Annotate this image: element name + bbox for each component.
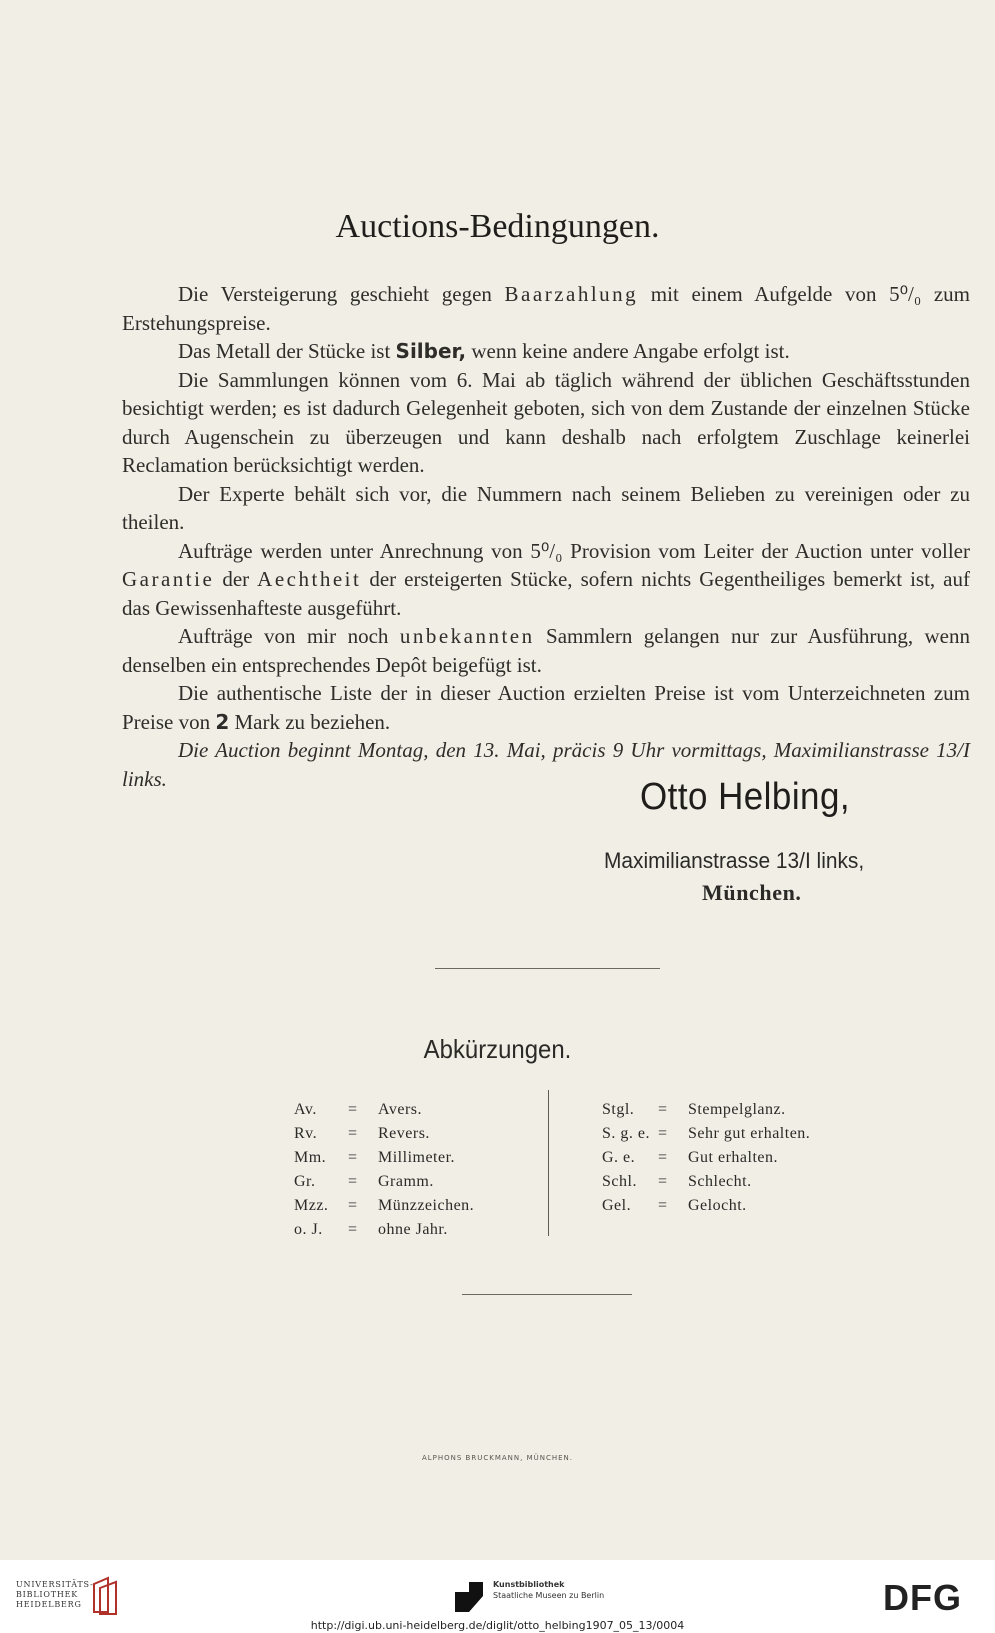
paragraph-unknown-collectors (122, 622, 970, 679)
emphasis-unbekannten: unbekannten (399, 624, 535, 648)
text-run: Sammlern gelangen nur zur Ausführung, wenn denselben ein entsprechendes Depôt beigefügt ist. (122, 624, 970, 677)
abbr-key: Mm. (294, 1149, 327, 1166)
abbr-value: Revers. (378, 1125, 430, 1142)
text-run: Aufträge von mir noch (178, 624, 400, 648)
emphasis-silber: Silber, (395, 339, 467, 363)
abbr-equals: = (348, 1101, 358, 1118)
abbr-value: Sehr gut erhalten. (688, 1125, 811, 1142)
heidelberg-library-logo-icon[interactable] (90, 1576, 120, 1616)
text-run: mit einem Aufgelde von 5⁰/₀ zum Erstehungspreise. (122, 282, 970, 335)
text-run: Aufträge werden unter Anrechnung von 5⁰/₀ Provision vom Leiter der Auction unter voller (178, 538, 970, 563)
abbr-equals: = (658, 1173, 668, 1190)
abbr-value: Stempelglanz. (688, 1101, 786, 1118)
page-title: Auctions-Bedingungen. (335, 208, 660, 245)
signature-city: München. (702, 880, 802, 905)
abbr-value: Gelocht. (688, 1197, 747, 1214)
abbr-equals: = (348, 1173, 358, 1190)
abbr-equals: = (348, 1221, 358, 1238)
abbr-key: G. e. (602, 1149, 636, 1166)
abbr-key: Rv. (294, 1125, 318, 1142)
abbreviations-divider (548, 1090, 549, 1236)
text-run: wenn keine andere Angabe erfolgt ist. (466, 339, 790, 363)
paragraph-metal (122, 337, 970, 366)
paragraph-price-list (122, 679, 970, 736)
abbr-key: S. g. e. (602, 1125, 650, 1142)
abbr-value: Gramm. (378, 1173, 434, 1190)
bottom-rule (462, 1294, 632, 1295)
abbr-value: Münzzeichen. (378, 1197, 475, 1214)
abbr-value: Gut erhalten. (688, 1149, 779, 1166)
library-name[interactable] (16, 1580, 94, 1610)
text-run: Die Versteigerung geschieht gegen (178, 282, 505, 306)
paragraph-expert: Der Experte behält sich vor, die Nummern nach seinem Belieben zu vereinigen oder zu theilen. (122, 481, 970, 534)
abbreviation-row (602, 1098, 810, 1122)
kb-name: Kunstbibliothek (493, 1580, 565, 1589)
abbr-key: Gel. (602, 1197, 632, 1214)
paragraph-auction-date: Die Auction beginnt Montag, den 13. Mai, präcis 9 Uhr vormittags, Maximilianstrasse 13/I links. (122, 738, 970, 791)
abbr-key: Stgl. (602, 1101, 635, 1118)
abbreviation-row (602, 1170, 810, 1194)
abbr-equals: = (658, 1125, 668, 1142)
abbreviation-row (294, 1098, 474, 1122)
viewer-footer (0, 1560, 995, 1633)
abbr-value: Avers. (378, 1101, 423, 1118)
abbr-equals: = (658, 1197, 668, 1214)
abbreviations-left-column (294, 1098, 474, 1242)
page-url-link[interactable]: http://digi.ub.uni-heidelberg.de/diglit/otto_helbing1907_05_13/0004 (310, 1619, 685, 1632)
abbr-equals: = (348, 1197, 358, 1214)
text-run: Die authentische Liste der in dieser Auction erzielten Preise ist vom Unterzeichneten zum Preise von (122, 681, 970, 734)
emphasis-price: 2 (215, 709, 230, 734)
abbr-value: Schlecht. (688, 1173, 752, 1190)
abbreviation-row (294, 1122, 474, 1146)
paragraph-viewing: Die Sammlungen können vom 6. Mai ab täglich während der üblichen Geschäftsstunden besichtigt werden; es ist dadurch Gelegenheit geboten, sich von dem Zustande der einzelnen Stücke durch Augenschein zu überzeugen und kann deshalb nach erfolgtem Zuschlage keinerlei Reclamation berücksichtigt werden. (122, 367, 970, 477)
emphasis-baarzahlung: Baarzahlung (504, 282, 639, 306)
abbr-equals: = (658, 1149, 668, 1166)
printer-imprint: ALPHONS BRUCKMANN, MÜNCHEN. (421, 1454, 574, 1462)
abbreviation-row (602, 1194, 810, 1218)
abbreviations-right-column (602, 1098, 810, 1218)
abbreviation-row (602, 1122, 810, 1146)
signature-address: Maximilianstrasse 13/I links, (604, 848, 865, 873)
library-name-line: UNIVERSITÄTS- (16, 1580, 94, 1589)
paragraph-payment (122, 280, 970, 337)
abbreviation-row (294, 1194, 474, 1218)
emphasis-aechtheit: Aechtheit (257, 567, 362, 591)
abbr-key: Gr. (294, 1173, 316, 1190)
dfg-logo[interactable]: DFG (883, 1577, 962, 1618)
text-run: Das Metall der Stücke ist (178, 339, 396, 363)
abbr-equals: = (348, 1149, 358, 1166)
abbr-key: Schl. (602, 1173, 637, 1190)
paragraph-orders (122, 537, 970, 623)
kb-subtitle: Staatliche Museen zu Berlin (493, 1591, 605, 1600)
abbr-equals: = (348, 1125, 358, 1142)
emphasis-garantie: Garantie (122, 567, 215, 591)
signature-name: Otto Helbing, (640, 776, 851, 818)
abbr-value: Millimeter. (378, 1149, 456, 1166)
abbreviation-row (294, 1218, 474, 1242)
text-run: Mark zu beziehen. (229, 709, 391, 734)
library-name-line: HEIDELBERG (16, 1600, 82, 1609)
abbr-value: ohne Jahr. (378, 1221, 448, 1238)
conditions-text (122, 280, 970, 793)
abbr-equals: = (658, 1101, 668, 1118)
kunstbibliothek-logo-icon[interactable] (455, 1582, 485, 1614)
kunstbibliothek-label[interactable] (493, 1579, 604, 1601)
divider-rule (435, 968, 660, 969)
abbr-key: Av. (294, 1101, 317, 1118)
abbr-key: Mzz. (294, 1197, 329, 1214)
abbreviation-row (294, 1146, 474, 1170)
text-run: der ersteigerten Stücke, sofern nichts Gegentheiliges bemerkt ist, auf das Gewissenhafteste ausgeführt. (122, 567, 970, 620)
abbreviations-title: Abkürzungen. (423, 1034, 572, 1064)
library-name-line: BIBLIOTHEK (16, 1590, 79, 1599)
abbreviation-row (294, 1170, 474, 1194)
abbr-key: o. J. (294, 1221, 323, 1238)
abbreviation-row (602, 1146, 810, 1170)
text-run: der (214, 567, 258, 591)
